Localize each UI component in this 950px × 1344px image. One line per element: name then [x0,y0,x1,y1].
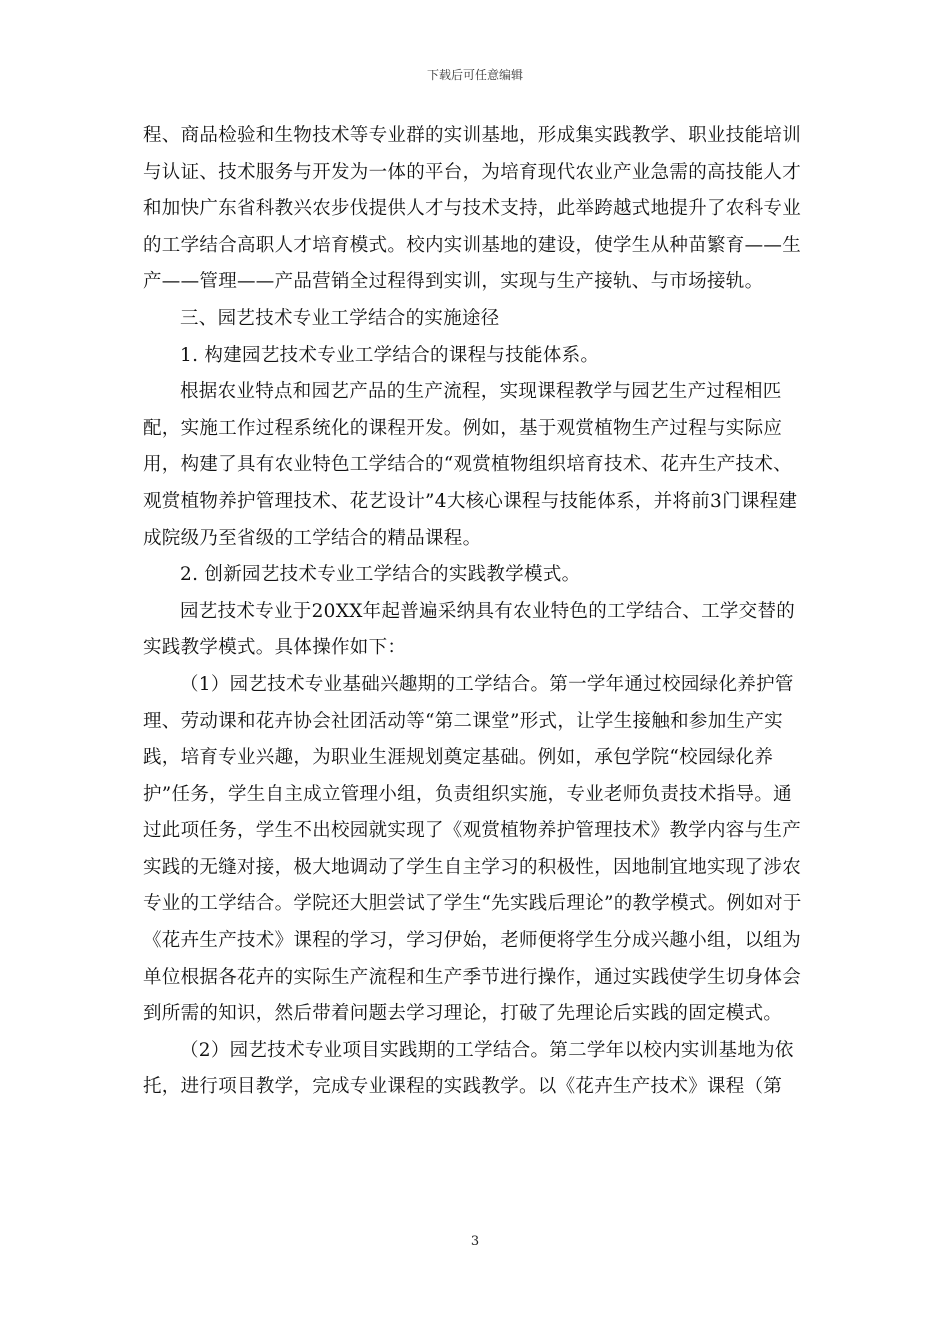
paragraph-continuation: 程、商品检验和生物技术等专业群的实训基地，形成集实践教学、职业技能培训与认证、技术服务与开发为一体的平台，为培育现代农业产业急需的高技能人才和加快广东省科教兴农步伐提供人才与技术支持，此举跨越式地提升了农科专业的工学结合高职人才培育模式。校内实训基地的建设，使学生从种苗繁育——生产——管理——产品营销全过程得到实训，实现与生产接轨、与市场接轨。 [143,125,802,293]
section-heading: 三、园艺技术专业工学结合的实施途径 [180,307,500,329]
paragraph: 根据农业特点和园艺产品的生产流程，实现课程教学与园艺生产过程相匹配，实施工作过程系统化的课程开发。例如，基于观赏植物生产过程与实际应用，构建了具有农业特色工学结合的“观赏植物组织培育技术、花卉生产技术、观赏植物养护管理技术、花艺设计”4大核心课程与技能体系，并将前3门课程建成院级乃至省级的工学结合的精品课程。 [143,381,798,549]
page-header: 下载后可任意编辑 [426,68,523,82]
subsection-heading: 2. 创新园艺技术专业工学结合的实践教学模式。 [180,564,581,586]
document-body [143,118,808,1106]
paragraph: 园艺技术专业于20XX年起普遍采纳具有农业特色的工学结合、工学交替的实践教学模式。具体操作如下： [143,600,796,659]
subsection-heading: 1. 构建园艺技术专业工学结合的课程与技能体系。 [180,344,600,366]
page-number: 3 [470,1234,480,1249]
paragraph: （2）园艺技术专业项目实践期的工学结合。第二学年以校内实训基地为依托，进行项目教学，完成专业课程的实践教学。以《花卉生产技术》课程（第 [143,1039,794,1098]
paragraph: （1）园艺技术专业基础兴趣期的工学结合。第一学年通过校园绿化养护管理、劳动课和花卉协会社团活动等“第二课堂”形式，让学生接触和参加生产实践，培育专业兴趣，为职业生涯规划奠定基础。例如，承包学院“校园绿化养护”任务，学生自主成立管理小组，负责组织实施，专业老师负责技术指导。通过此项任务，学生不出校园就实现了《观赏植物养护管理技术》教学内容与生产实践的无缝对接，极大地调动了学生自主学习的积极性，因地制宜地实现了涉农专业的工学结合。学院还大胆尝试了学生“先实践后理论”的教学模式。例如对于《花卉生产技术》课程的学习，学习伊始，老师便将学生分成兴趣小组，以组为单位根据各花卉的实际生产流程和生产季节进行操作，通过实践使学生切身体会到所需的知识，然后带着问题去学习理论，打破了先理论后实践的固定模式。 [143,673,802,1025]
